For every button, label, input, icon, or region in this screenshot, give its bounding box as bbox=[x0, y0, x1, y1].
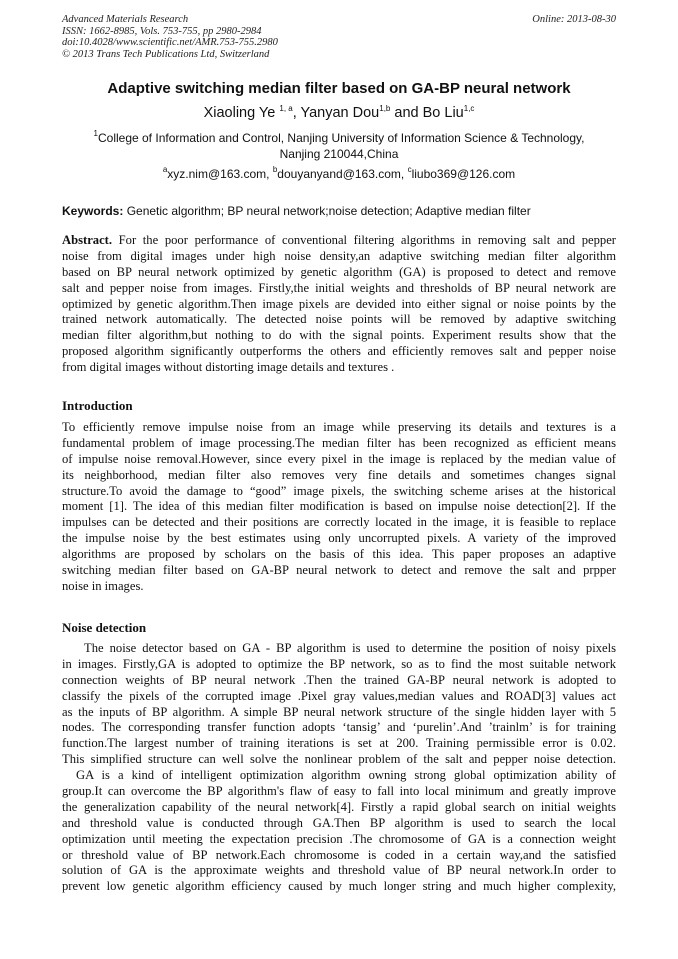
abstract-line: noise from digital images under high noise density,an adaptive switching median filter algorithm bbox=[62, 248, 616, 263]
author-superscript: 1,b bbox=[379, 104, 391, 113]
keywords-label: Keywords: bbox=[62, 204, 124, 218]
body-line: in images. Firstly,GA is adopted to optimize the BP network, so as to find the most suitable network bbox=[62, 656, 616, 671]
section-heading-introduction: Introduction bbox=[62, 398, 133, 413]
body-line: function.The largest number of training iterations is set at 200. Training permissible error is 0.02. bbox=[62, 736, 616, 751]
body-line: This simplified structure can well solve the nonlinear problem of the salt and pepper noise detection. bbox=[62, 752, 616, 767]
body-line: of impulse noise removal.However, since every pixel in the image is replaced by the median value of bbox=[62, 451, 616, 466]
journal-name: Advanced Materials Research bbox=[62, 14, 189, 25]
body-line: moment [1]. The idea of this median filter modification is based on impulse noise detection[2]. If the bbox=[62, 499, 616, 514]
email-superscript: a bbox=[162, 165, 168, 174]
body-line: solution of GA is the approximate weights and threshold value of BP neural network.In order to bbox=[62, 863, 616, 878]
body-line: as the inputs of BP algorithm. A simple BP neural network structure of the single hidden layer with 5 bbox=[62, 704, 616, 719]
abstract-line: optimized by genetic algorithm.Then image pixels are devided into either signal or noise points by the bbox=[62, 296, 616, 311]
body-line: the generalization capability of the neural network[4]. Firstly a rapid global search on initial weights bbox=[62, 799, 616, 814]
author-name: Xiaoling Ye bbox=[203, 105, 280, 121]
paper-title: Adaptive switching median filter based on GA-BP neural network bbox=[107, 80, 571, 97]
online-date: Online: 2013-08-30 bbox=[532, 14, 616, 25]
issn-line: ISSN: 1662-8985, Vols. 753-755, pp 2980-2984 bbox=[62, 25, 262, 37]
body-line: fundamental problem of image processing.The median filter has been recognized as efficient means bbox=[62, 435, 616, 450]
body-line: group.It can overcome the BP algorithm's flaw of easy to fall into local minimum and greatly improve bbox=[62, 784, 616, 799]
body-line: GA is a kind of intelligent optimization algorithm owning strong global optimization ability of bbox=[76, 768, 616, 783]
body-line: noise in images. bbox=[62, 578, 144, 593]
abstract-line: proposed algorithm significantly outperforms the others and efficiently removes salt and pepper noise bbox=[62, 344, 616, 359]
introduction-body bbox=[62, 420, 616, 595]
author-list bbox=[62, 104, 616, 122]
author-name: and Bo Liu bbox=[390, 105, 464, 121]
email-superscript: b bbox=[272, 165, 278, 174]
abstract bbox=[62, 233, 616, 376]
keywords bbox=[62, 203, 616, 219]
email-address: douyanyand@163.com, bbox=[277, 167, 408, 181]
body-line: The noise detector based on GA - BP algorithm is used to determine the position of noisy pixels bbox=[84, 641, 616, 655]
keywords-text: Genetic algorithm; BP neural network;noise detection; Adaptive median filter bbox=[123, 204, 531, 218]
doi-line: doi:10.4028/www.scientific.net/AMR.753-755.2980 bbox=[62, 37, 278, 48]
affiliation-line: Nanjing 210044,China bbox=[279, 147, 399, 161]
text-span: For the poor performance of conventional filtering algorithms in removing salt and pepper bbox=[112, 233, 616, 247]
body-line: connection weights of BP neural network .Then the trained GA-BP neural network is adopted to bbox=[62, 672, 616, 687]
abstract-line: median filter algorithm,but nothing to do with the signal points. Experiment results show that the bbox=[62, 328, 616, 343]
email-address: liubo369@126.com bbox=[411, 167, 516, 181]
body-line: To efficiently remove impulse noise from an image while preserving its details and textures is a bbox=[62, 420, 616, 434]
body-line: optimization until meeting the expectation precision .The chromosome of GA is a connection weight bbox=[62, 831, 616, 846]
affiliation-line: College of Information and Control, Nanjing University of Information Science & Technology, bbox=[97, 131, 585, 145]
author-name: , Yanyan Dou bbox=[292, 105, 380, 121]
author-superscript: 1,c bbox=[463, 104, 475, 113]
section-heading-noise-detection: Noise detection bbox=[62, 620, 147, 635]
body-line: switching median filter based on GA-BP neural network to detect and remove the salt and prpper bbox=[62, 563, 616, 578]
body-line: the impulse noise by the best estimates using only uncorrupted pixels. A variety of the improved bbox=[62, 531, 616, 546]
journal-header bbox=[62, 14, 616, 60]
email-superscript: c bbox=[407, 165, 412, 174]
abstract-line: trained network automatically. The detected noise points will be removed by adaptive switching bbox=[62, 312, 616, 327]
abstract-line: based on BP neural network optimized by genetic algorithm (GA) is proposed to detect and remove bbox=[62, 264, 616, 279]
body-line: its neighborhood, median filter also removes very fine details and sometimes changes signal bbox=[62, 467, 616, 482]
abstract-heading: Abstract. bbox=[62, 233, 113, 247]
body-line: and threshold value is conducted through GA.Then BP algorithm is used to search the local bbox=[62, 815, 616, 830]
body-line: structure.To avoid the damage to “good” image pixels, the switching scheme arises at the historical bbox=[62, 483, 616, 498]
affiliation-superscript: 1 bbox=[93, 129, 98, 138]
copyright-line: © 2013 Trans Tech Publications Ltd, Switzerland bbox=[62, 48, 270, 60]
abstract-line bbox=[62, 233, 616, 249]
email-address: xyz.nim@163.com, bbox=[167, 167, 273, 181]
body-line: or threshold value of BP network.Each chromosome is coded in a certain way,and the satisfied bbox=[62, 847, 616, 862]
body-line: impulses can be detected and their positions are correctly located in the image, it is feasible to replace bbox=[62, 515, 616, 530]
body-line: classify the pixels of the corrupted image .Pixel gray values,median values and ROAD[3] values act bbox=[62, 688, 616, 703]
affiliation bbox=[62, 130, 616, 162]
author-superscript: 1, a bbox=[279, 104, 293, 113]
noise-detection-body bbox=[62, 641, 616, 895]
body-line: prevent low genetic algorithm efficiency caused by much longer string and much higher complexity, bbox=[62, 879, 616, 894]
body-line: algorithms are proposed by scholars on the basis of this idea. This paper proposes an adaptive bbox=[62, 547, 616, 562]
body-line: nodes. The corresponding transfer function adopts ‘tansig’ and ‘purelin’.And ’trainlm’ is for training bbox=[62, 720, 616, 735]
email-list bbox=[62, 166, 616, 182]
abstract-line: from digital images without distorting image details and textures . bbox=[62, 360, 395, 375]
abstract-line: salt and pepper noise from images. Firstly,the initial weights and thresholds of BP neural network are bbox=[62, 280, 616, 295]
